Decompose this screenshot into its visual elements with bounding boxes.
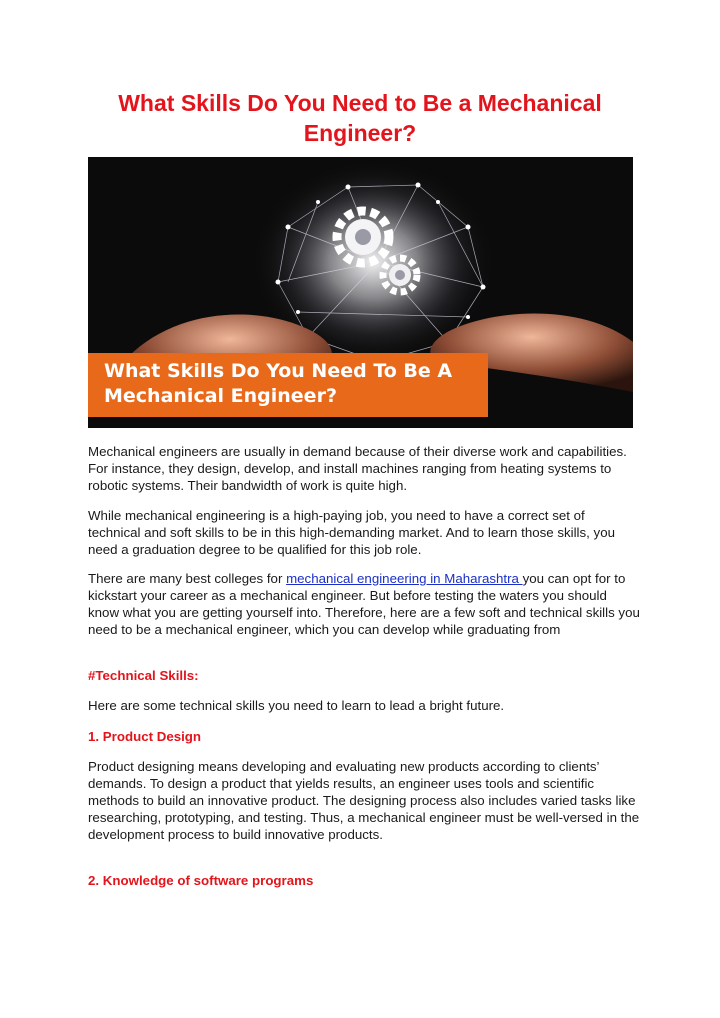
paragraph-colleges-start: There are many best colleges for: [88, 571, 287, 586]
paragraph-product-design: Product designing means developing and evaluating new products according to clients’ demands. To design a product that yields results, an engineer uses tools and scientific methods to build an innovative product. The designing process also includes varied tasks like researching, prototyping, and testing. Thus, a mechanical engineer must be well-versed in the development process to build innovative products.: [88, 759, 640, 842]
heading-technical-skills: #Technical Skills:: [88, 668, 199, 683]
paragraph-colleges-end: you can opt for to kickstart your career as a mechanical engineer. But before testing the waters you should know what you are getting yourself into. Therefore, here are a few soft and technical skills you need to be a mechanical engineer, which you can develop while graduating from: [88, 571, 640, 637]
document-title: What Skills Do You Need to Be a Mechanical Engineer?: [118, 90, 602, 146]
hero-banner-text: What Skills Do You Need To Be A Mechanical Engineer?: [104, 360, 453, 407]
paragraph-intro: Mechanical engineers are usually in demand because of their diverse work and capabilities. For instance, they design, develop, and install machines ranging from heating systems to robotic systems. Their bandwidth of work is quite high.: [88, 444, 627, 493]
heading-software-programs: 2. Knowledge of software programs: [88, 873, 314, 888]
paragraph-technical-intro: Here are some technical skills you need to learn to lead a bright future.: [88, 698, 505, 713]
paragraph-colleges: [88, 570, 640, 638]
heading-product-design: 1. Product Design: [88, 729, 202, 744]
hero-banner: [88, 353, 488, 417]
hero-image: [88, 157, 633, 428]
paragraph-skills-need: While mechanical engineering is a high-paying job, you need to have a correct set of technical and soft skills to be in this high-demanding market. And to learn those skills, you need a graduation degree to be qualified for this job role.: [88, 508, 615, 557]
mechanical-engineering-link[interactable]: mechanical engineering in Maharashtra: [286, 571, 523, 586]
